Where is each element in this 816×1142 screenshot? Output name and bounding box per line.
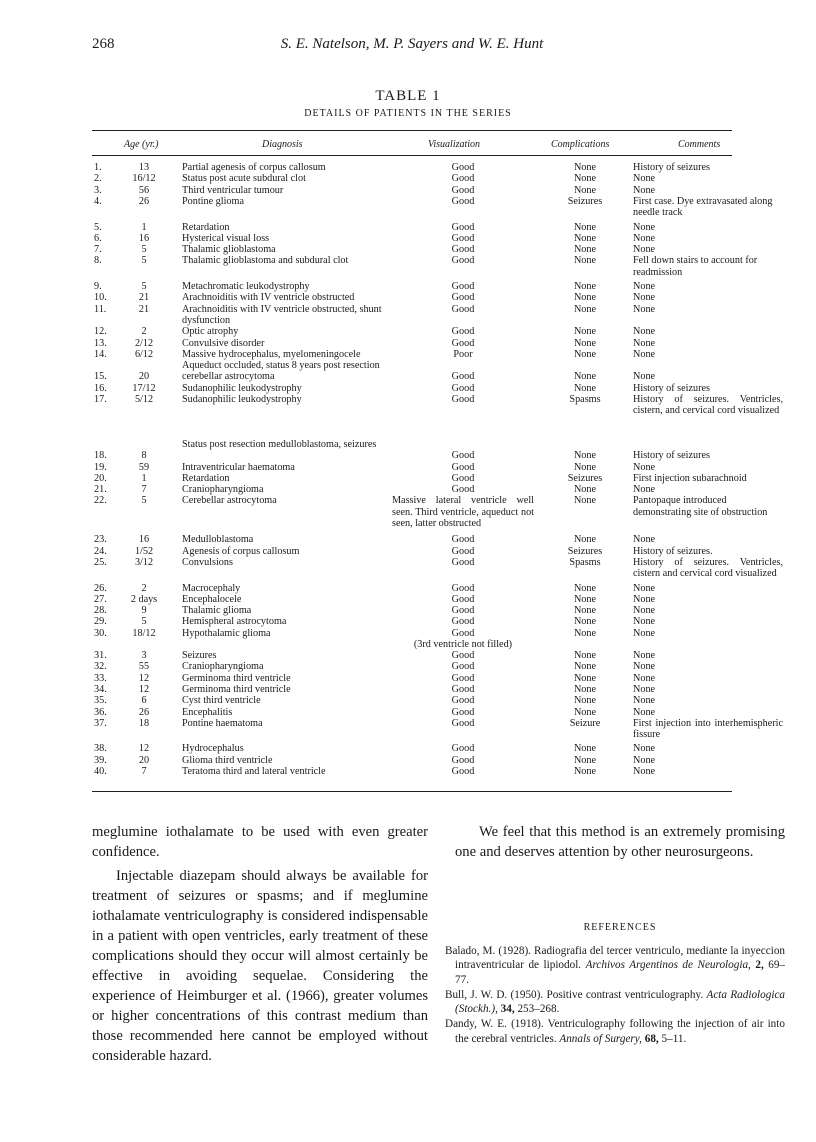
row-comments: History of seizures — [633, 382, 710, 394]
row-comments: None — [633, 348, 656, 360]
row-comments: None — [633, 461, 656, 473]
row-number: 37. — [94, 717, 107, 729]
row-visualization: Good — [451, 556, 475, 568]
row-comments: None — [633, 292, 656, 304]
reference-volume: 34, — [500, 1003, 515, 1016]
row-diagnosis: Agenesis of corpus callosum — [182, 545, 300, 557]
row-diagnosis: Sudanophilic leukodystrophy — [182, 382, 302, 394]
row-complications: None — [573, 627, 597, 639]
row-age: 1 — [141, 221, 147, 233]
row-diagnosis: Macrocephaly — [182, 582, 241, 594]
row-age: 20 — [138, 754, 150, 766]
row-diagnosis: Hemispheral astrocytoma — [182, 616, 287, 628]
reference-item — [445, 1017, 785, 1046]
row-number: 35. — [94, 695, 107, 707]
row-number: 9. — [94, 281, 102, 292]
row-diagnosis: Third ventricular tumour — [182, 184, 284, 196]
row-age: 55 — [138, 661, 150, 673]
row-diagnosis: Encephalocele — [182, 593, 242, 605]
row-visualization: Good — [451, 371, 475, 383]
reference-title: Ventriculography following the injection of air into the cerebral ventricles. — [455, 1018, 785, 1045]
row-age: 5 — [141, 616, 147, 628]
reference-pages: 5–11. — [661, 1032, 687, 1045]
row-visualization: Good — [451, 255, 475, 267]
row-number: 3. — [94, 184, 102, 196]
row-number: 22. — [94, 495, 107, 507]
row-age: 12 — [138, 672, 150, 684]
table-top-rule — [92, 130, 732, 131]
row-visualization-note: (3rd ventricle not filled) — [413, 638, 513, 650]
row-number: 21. — [94, 484, 107, 496]
row-comments: History of seizures. Ventricles, cistern, and cervical cord visualized — [633, 394, 783, 417]
row-age: 1 — [141, 472, 147, 484]
row-visualization: Good — [451, 593, 475, 605]
row-age: 17/12 — [132, 382, 156, 394]
row-age: 16 — [138, 534, 150, 546]
row-diagnosis: Teratoma third and lateral ventricle — [182, 766, 326, 777]
row-complications: None — [573, 244, 597, 256]
row-comments: History of seizures. Ventricles, cistern and cervical cord visualized — [633, 556, 783, 580]
row-comments: None — [633, 173, 656, 185]
row-visualization: Good — [451, 195, 475, 207]
row-visualization: Good — [451, 672, 475, 684]
row-comments: None — [633, 582, 656, 594]
row-diagnosis: Hysterical visual loss — [182, 232, 270, 244]
row-comments: Fell down stairs to account for readmission — [633, 255, 758, 278]
row-complications: None — [573, 255, 597, 267]
row-visualization: Good — [451, 534, 475, 546]
row-number: 23. — [94, 534, 107, 546]
row-comments: None — [633, 534, 656, 546]
row-number: 20. — [94, 472, 107, 484]
row-visualization: Good — [451, 232, 475, 244]
row-number: 31. — [94, 650, 107, 661]
row-complications: Spasms — [569, 394, 601, 405]
row-number: 5. — [94, 221, 102, 233]
row-number: 40. — [94, 766, 107, 777]
row-complications: Seizures — [567, 472, 603, 484]
row-age: 8 — [141, 450, 147, 462]
table-header-rule — [92, 155, 732, 156]
row-complications: None — [573, 484, 597, 496]
row-comments: None — [633, 593, 656, 605]
row-complications: None — [573, 348, 597, 360]
row-complications: None — [573, 593, 597, 605]
row-diagnosis: Hydrocephalus — [182, 743, 244, 755]
row-visualization: Good — [451, 484, 475, 496]
row-complications: None — [573, 326, 597, 338]
row-number: 26. — [94, 582, 107, 594]
row-diagnosis: Sudanophilic leukodystrophy — [182, 394, 302, 405]
row-visualization: Good — [451, 706, 475, 718]
row-comments: None — [633, 303, 656, 315]
row-age: 9 — [141, 605, 147, 617]
row-visualization: Good — [451, 382, 475, 394]
row-complications: None — [573, 605, 597, 617]
row-comments: History of seizures. — [633, 545, 713, 557]
row-complications: Spasms — [569, 556, 601, 568]
row-comments: First injection into interhemispheric fissure — [633, 717, 783, 741]
row-visualization: Good — [451, 754, 475, 766]
row-comments: None — [633, 326, 656, 338]
running-head: S. E. Natelson, M. P. Sayers and W. E. Hunt — [280, 36, 544, 52]
row-number: 11. — [94, 303, 107, 315]
row-visualization: Good — [451, 461, 475, 473]
row-complications: None — [573, 337, 597, 349]
row-age: 3 — [141, 650, 147, 661]
page-number: 268 — [92, 36, 115, 52]
row-complications: None — [573, 461, 597, 473]
row-comments: Pantopaque introduced demonstrating site of obstruction — [633, 495, 768, 518]
row-diagnosis: Arachnoiditis with IV ventricle obstructed — [182, 292, 355, 304]
row-comments: None — [633, 605, 656, 617]
reference-item — [445, 988, 785, 1017]
col-header-comments: Comments — [678, 139, 721, 150]
row-visualization: Good — [451, 292, 475, 304]
row-number: 16. — [94, 382, 107, 394]
col-header-complications: Complications — [551, 139, 610, 150]
row-visualization: Good — [451, 683, 475, 695]
row-age: 7 — [141, 766, 147, 777]
reference-pages: 69–77. — [455, 959, 786, 986]
reference-authors: Bull, J. W. D. (1950). — [445, 988, 544, 1001]
row-complications: None — [573, 766, 597, 777]
row-number: 29. — [94, 616, 107, 628]
row-complications: None — [573, 495, 597, 507]
row-complications: None — [573, 221, 597, 233]
row-comments: None — [633, 627, 656, 639]
row-complications: Seizures — [567, 545, 603, 557]
references-heading: REFERENCES — [583, 922, 657, 933]
row-complications: None — [573, 303, 597, 315]
row-diagnosis: Convulsive disorder — [182, 337, 265, 349]
row-complications: None — [573, 173, 597, 185]
row-visualization: Good — [451, 545, 475, 557]
row-visualization: Good — [451, 184, 475, 196]
row-number: 8. — [94, 255, 102, 267]
row-complications: None — [573, 534, 597, 546]
row-age: 5/12 — [134, 394, 154, 405]
row-comments: None — [633, 672, 656, 684]
row-comments: None — [633, 695, 656, 707]
row-age: 18/12 — [132, 627, 156, 639]
row-number: 2. — [94, 173, 102, 185]
row-age: 20 — [138, 371, 150, 383]
row-visualization: Good — [451, 303, 475, 315]
row-complications: None — [573, 184, 597, 196]
row-age: 7 — [141, 484, 147, 496]
row-diagnosis: Cerebellar astrocytoma — [182, 495, 277, 507]
left-column — [92, 822, 428, 1066]
row-diagnosis: Status post resection medulloblastoma, seizures — [182, 438, 377, 450]
row-visualization: Good — [451, 472, 475, 484]
row-number: 39. — [94, 754, 107, 766]
row-visualization: Good — [451, 661, 475, 673]
row-comments: None — [633, 706, 656, 718]
row-comments: None — [633, 337, 656, 349]
row-complications: None — [573, 281, 597, 292]
row-number: 12. — [94, 326, 107, 338]
row-diagnosis: Germinoma third ventricle — [182, 672, 291, 684]
table-title: TABLE 1 — [375, 88, 441, 104]
row-number: 24. — [94, 545, 107, 557]
row-visualization: Good — [451, 221, 475, 233]
row-diagnosis: Encephalitis — [182, 706, 233, 718]
row-complications: None — [573, 162, 597, 173]
row-age: 56 — [138, 184, 150, 196]
left-paragraph-2: Injectable diazepam should always be available for treatment of seizures or spasms; and if meglumine iothalamate ventriculography is considered indispensable in a patient with open ventricles, early treatment of these complications should they occur will almost certainly be effective in avoiding sequelae. Considering the experience of Heimburger et al. (1966), greater volumes or higher concentrations of this contrast medium than those recommended here cannot be employed without considerable hazard. — [92, 868, 428, 1064]
row-age: 1/52 — [134, 545, 154, 557]
row-diagnosis: Status post acute subdural clot — [182, 173, 306, 185]
row-diagnosis: Pontine haematoma — [182, 717, 263, 729]
row-age: 13 — [138, 162, 150, 173]
row-visualization: Poor — [453, 348, 473, 360]
row-comments: None — [633, 221, 656, 233]
row-age: 16 — [138, 232, 150, 244]
row-diagnosis: Optic atrophy — [182, 326, 239, 338]
row-diagnosis: Seizures — [182, 650, 217, 661]
row-number: 1. — [94, 162, 102, 173]
row-diagnosis: Partial agenesis of corpus callosum — [182, 162, 326, 173]
row-complications: None — [573, 616, 597, 628]
page-header — [92, 36, 732, 56]
reference-journal: Annals of Surgery, — [559, 1032, 642, 1045]
table-subtitle: DETAILS OF PATIENTS IN THE SERIES — [304, 108, 512, 119]
row-age: 18 — [138, 717, 150, 729]
row-visualization: Good — [451, 766, 475, 777]
row-age: 21 — [138, 292, 150, 304]
row-complications: None — [573, 382, 597, 394]
row-comments: None — [633, 184, 656, 196]
row-diagnosis: Thalamic glioma — [182, 605, 252, 617]
row-comments: First case. Dye extravasated along needle track — [633, 195, 773, 219]
reference-title: Positive contrast ventriculography. — [546, 988, 704, 1001]
row-visualization: Good — [451, 616, 475, 628]
row-number: 25. — [94, 556, 107, 568]
row-comments: None — [633, 766, 656, 777]
row-complications: None — [573, 695, 597, 707]
left-paragraph-1: meglumine iothalamate to be used with even greater confidence. — [92, 824, 428, 860]
row-complications: None — [573, 650, 597, 661]
row-visualization: Good — [451, 605, 475, 617]
row-visualization: Good — [451, 326, 475, 338]
row-number: 15. — [94, 371, 107, 383]
row-age: 5 — [141, 244, 147, 256]
row-age: 3/12 — [134, 556, 154, 568]
row-comments: None — [633, 371, 656, 383]
row-age: 2 — [141, 326, 147, 338]
row-complications: None — [573, 661, 597, 673]
references-list — [445, 944, 785, 1047]
row-complications: None — [573, 582, 597, 594]
right-column — [455, 822, 785, 862]
row-visualization: Good — [451, 394, 475, 405]
row-visualization: Good — [451, 717, 475, 729]
col-header-diagnosis: Diagnosis — [262, 139, 303, 150]
row-age: 2/12 — [134, 337, 154, 349]
row-visualization: Good — [451, 162, 475, 173]
row-age: 5 — [141, 255, 147, 267]
reference-journal: Archivos Argentinos de Neurologia, — [585, 959, 751, 972]
row-comments: None — [633, 232, 656, 244]
row-comments: None — [633, 754, 656, 766]
col-header-age: Age (yr.) — [124, 139, 159, 150]
row-visualization: Good — [451, 695, 475, 707]
row-number: 14. — [94, 348, 107, 360]
row-visualization: Good — [451, 627, 475, 639]
reference-title: Radiografia del tercer ventriculo, mediante la inyeccion intraventricular de lipiodol. — [455, 945, 786, 972]
row-diagnosis: Massive hydrocephalus, myelomeningocele — [182, 348, 361, 360]
row-comments: First injection subarachnoid — [633, 472, 747, 484]
reference-item — [445, 944, 785, 987]
row-visualization: Good — [451, 244, 475, 256]
row-visualization: Massive lateral ventricle well seen. Third ventricle, aqueduct not seen, latter obstructed — [392, 495, 534, 529]
row-complications: None — [573, 754, 597, 766]
row-number: 17. — [94, 394, 107, 405]
row-diagnosis: Intraventricular haematoma — [182, 461, 295, 473]
row-age: 5 — [141, 281, 147, 292]
row-number: 32. — [94, 661, 107, 673]
row-comments: History of seizures — [633, 162, 710, 173]
row-age: 6 — [141, 695, 147, 707]
row-diagnosis: Craniopharyngioma — [182, 484, 264, 496]
row-diagnosis: Aqueduct occluded, status 8 years post resection cerebellar astrocytoma — [182, 360, 380, 383]
row-number: 4. — [94, 195, 102, 207]
row-diagnosis: Retardation — [182, 472, 230, 484]
row-diagnosis: Glioma third ventricle — [182, 754, 273, 766]
row-number: 33. — [94, 672, 107, 684]
row-diagnosis: Convulsions — [182, 556, 233, 568]
row-age: 5 — [141, 495, 147, 507]
row-comments: None — [633, 683, 656, 695]
row-age: 12 — [138, 683, 150, 695]
row-diagnosis: Hypothalamic glioma — [182, 627, 271, 639]
row-number: 36. — [94, 706, 107, 718]
row-complications: None — [573, 450, 597, 462]
row-complications: None — [573, 292, 597, 304]
row-complications: None — [573, 371, 597, 383]
row-comments: None — [633, 616, 656, 628]
row-comments: History of seizures — [633, 450, 710, 462]
row-complications: Seizure — [569, 717, 601, 729]
row-visualization: Good — [451, 281, 475, 292]
row-visualization: Good — [451, 173, 475, 185]
row-age: 12 — [138, 743, 150, 755]
row-comments: None — [633, 743, 656, 755]
row-diagnosis: Metachromatic leukodystrophy — [182, 281, 310, 292]
row-diagnosis: Thalamic glioblastoma — [182, 244, 276, 256]
row-number: 38. — [94, 743, 107, 755]
row-visualization: Good — [451, 743, 475, 755]
row-diagnosis: Thalamic glioblastoma and subdural clot — [182, 255, 349, 267]
row-comments: None — [633, 244, 656, 256]
row-complications: Seizures — [567, 195, 603, 207]
table-bottom-rule — [92, 791, 732, 792]
row-age: 21 — [138, 303, 150, 315]
row-number: 10. — [94, 292, 107, 304]
row-diagnosis: Craniopharyngioma — [182, 661, 264, 673]
row-age: 26 — [138, 195, 150, 207]
row-number: 7. — [94, 244, 102, 256]
reference-journal: Acta Radiologica (Stockh.), — [455, 988, 786, 1016]
row-age: 6/12 — [134, 348, 154, 360]
row-comments: None — [633, 484, 656, 496]
row-number: 30. — [94, 627, 107, 639]
row-number: 19. — [94, 461, 107, 473]
reference-volume: 68, — [644, 1032, 659, 1045]
row-diagnosis: Germinoma third ventricle — [182, 683, 291, 695]
row-number: 13. — [94, 337, 107, 349]
reference-authors: Balado, M. (1928). — [445, 945, 531, 957]
row-visualization: Good — [451, 450, 475, 462]
row-complications: None — [573, 232, 597, 244]
reference-pages: 253–268. — [517, 1003, 560, 1016]
row-number: 34. — [94, 683, 107, 695]
row-diagnosis: Medulloblastoma — [182, 534, 254, 546]
row-diagnosis: Arachnoiditis with IV ventricle obstructed, shunt dysfunction — [182, 303, 382, 326]
row-visualization: Good — [451, 337, 475, 349]
row-comments: None — [633, 661, 656, 673]
row-diagnosis: Retardation — [182, 221, 230, 233]
row-complications: None — [573, 743, 597, 755]
row-age: 59 — [138, 461, 150, 473]
row-age: 16/12 — [132, 173, 156, 185]
row-number: 18. — [94, 450, 107, 462]
col-header-visualization: Visualization — [428, 139, 481, 150]
row-diagnosis: Pontine glioma — [182, 195, 244, 207]
row-number: 27. — [94, 593, 107, 605]
row-complications: None — [573, 672, 597, 684]
row-number: 28. — [94, 605, 107, 617]
row-complications: None — [573, 706, 597, 718]
reference-volume: 2, — [755, 959, 764, 972]
row-visualization: Good — [451, 650, 475, 661]
row-visualization: Good — [451, 582, 475, 594]
row-diagnosis: Cyst third ventricle — [182, 695, 261, 707]
reference-authors: Dandy, W. E. (1918). — [445, 1018, 544, 1031]
row-age: 2 days — [130, 593, 158, 605]
right-paragraph-1: We feel that this method is an extremely promising one and deserves attention by other neurosurgeons. — [455, 824, 785, 860]
row-age: 2 — [141, 582, 147, 594]
row-comments: None — [633, 650, 656, 661]
row-comments: None — [633, 281, 656, 292]
row-complications: None — [573, 683, 597, 695]
row-age: 26 — [138, 706, 150, 718]
row-number: 6. — [94, 232, 102, 244]
